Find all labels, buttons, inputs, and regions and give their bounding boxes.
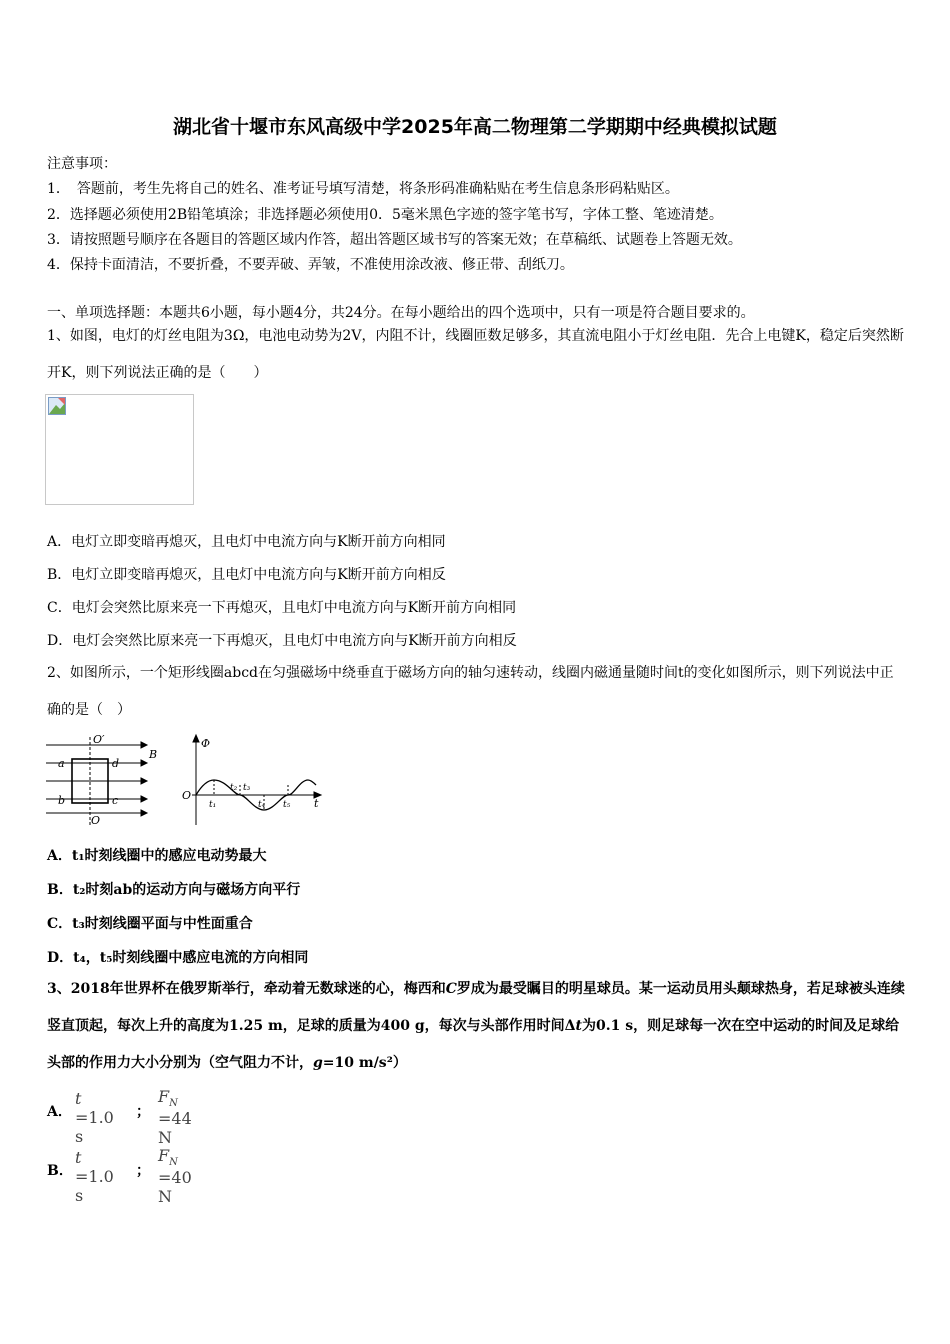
label-t2: t₂ xyxy=(230,783,238,793)
broken-image-icon xyxy=(48,397,66,415)
label-origin: O xyxy=(182,789,192,802)
question-1-option: C．电灯会突然比原来亮一下再熄灭，且电灯中电流方向与K断开前方向相同 xyxy=(47,600,517,616)
stem-text: 罗成为最受瞩目的明星球员。某一运动员用头颠球热身，若足球被头连续竖直顶起，每次上升的高度为1.25 m，足球的质量为400 g，每次与头部作用时间Δ xyxy=(47,981,905,1034)
question-2-figure xyxy=(46,733,328,828)
question-1-stem: 1、如图，电灯的灯丝电阻为3Ω，电池电动势为2V，内阻不计，线圈匝数足够多，其直流电阻小于灯丝电阻．先合上电键K，稳定后突然断开K，则下列说法正确的是（ ） xyxy=(47,328,904,381)
question-2-option: B．t₂时刻ab的运动方向与磁场方向平行 xyxy=(47,882,301,898)
notice-item: 4．保持卡面清洁，不要折叠，不要弄破、弄皱，不准使用涂改液、修正带、刮纸刀。 xyxy=(47,257,574,273)
label-c: c xyxy=(112,794,119,807)
question-1-option: A．电灯立即变暗再熄灭，且电灯中电流方向与K断开前方向相同 xyxy=(47,534,446,550)
option-formula: t =1.0 s xyxy=(75,1148,114,1205)
option-label: A． xyxy=(47,1104,72,1120)
stem-text: t xyxy=(575,1018,583,1034)
option-separator: ； xyxy=(136,1163,150,1179)
coil-diagram xyxy=(46,737,147,825)
label-t4: t₄ xyxy=(258,800,266,810)
question-3-stem xyxy=(47,971,907,1082)
stem-text: =10 m/s²） xyxy=(322,1055,407,1071)
page-title: 湖北省十堰市东风高级中学2025年高二物理第二学期期中经典模拟试题 xyxy=(173,116,777,138)
question-2-stem: 2、如图所示，一个矩形线圈abcd在匀强磁场中绕垂直于磁场方向的轴匀速转动，线圈内磁通量随时间t的变化如图所示，则下列说法中正确的是（ ） xyxy=(47,665,894,718)
question-2-option: C．t₃时刻线圈平面与中性面重合 xyxy=(47,916,253,932)
label-t-axis: t xyxy=(314,797,319,810)
label-O: O xyxy=(91,814,101,827)
arrow-icon xyxy=(141,778,147,784)
option-label: B． xyxy=(47,1163,73,1179)
section-heading: 一、单项选择题：本题共6小题，每小题4分，共24分。在每小题给出的四个选项中，只有一项是符合题目要求的。 xyxy=(47,305,755,321)
label-t5: t₅ xyxy=(283,800,291,810)
question-2-option: D．t₄，t₅时刻线圈中感应电流的方向相同 xyxy=(47,950,309,966)
label-t1: t₁ xyxy=(209,800,217,810)
label-O-prime: O′ xyxy=(93,733,105,746)
notice-item: 1． 答题前，考生先将自己的姓名、准考证号填写清楚，将条形码准确粘贴在考生信息条形码粘贴区。 xyxy=(47,181,679,197)
label-B: B xyxy=(149,748,158,761)
label-b: b xyxy=(58,794,66,807)
notice-heading: 注意事项： xyxy=(47,156,117,172)
arrow-icon xyxy=(141,760,147,766)
arrow-icon xyxy=(141,742,147,748)
notice-item: 3．请按照题号顺序在各题目的答题区域内作答，超出答题区域书写的答案无效；在草稿纸、试题卷上答题无效。 xyxy=(47,232,742,248)
label-d: d xyxy=(112,757,120,770)
label-t3: t₃ xyxy=(243,783,251,793)
stem-text: 3、2018年世界杯在俄罗斯举行，牵动着无数球迷的心，梅西和 xyxy=(47,981,446,997)
arrow-icon xyxy=(193,735,199,742)
question-1-figure-placeholder xyxy=(45,394,194,505)
question-2-option: A．t₁时刻线圈中的感应电动势最大 xyxy=(47,848,267,864)
option-formula: t =1.0 s xyxy=(75,1089,114,1146)
label-phi: Φ xyxy=(201,737,211,750)
option-separator: ； xyxy=(136,1104,150,1120)
arrow-icon xyxy=(141,810,147,816)
arrow-icon xyxy=(141,796,147,802)
question-1-option: B．电灯立即变暗再熄灭，且电灯中电流方向与K断开前方向相反 xyxy=(47,567,446,583)
option-formula: $F_N =40$ N xyxy=(158,1146,192,1206)
stem-text: g xyxy=(313,1055,323,1071)
label-a: a xyxy=(58,757,65,770)
stem-text: C xyxy=(445,981,457,997)
option-formula: $F_N =44$ N xyxy=(158,1087,192,1147)
notice-item: 2．选择题必须使用2B铅笔填涂；非选择题必须使用0．5毫米黑色字迹的签字笔书写，字体工整、笔迹清楚。 xyxy=(47,207,723,223)
question-1-option: D．电灯会突然比原来亮一下再熄灭，且电灯中电流方向与K断开前方向相反 xyxy=(47,633,517,649)
stem-text: 为0.1 s，则足球每一次在空中运动的时间及足球给头部的作用力大小分别为（空气阻力不计， xyxy=(47,1018,900,1071)
flux-graph xyxy=(192,735,321,825)
